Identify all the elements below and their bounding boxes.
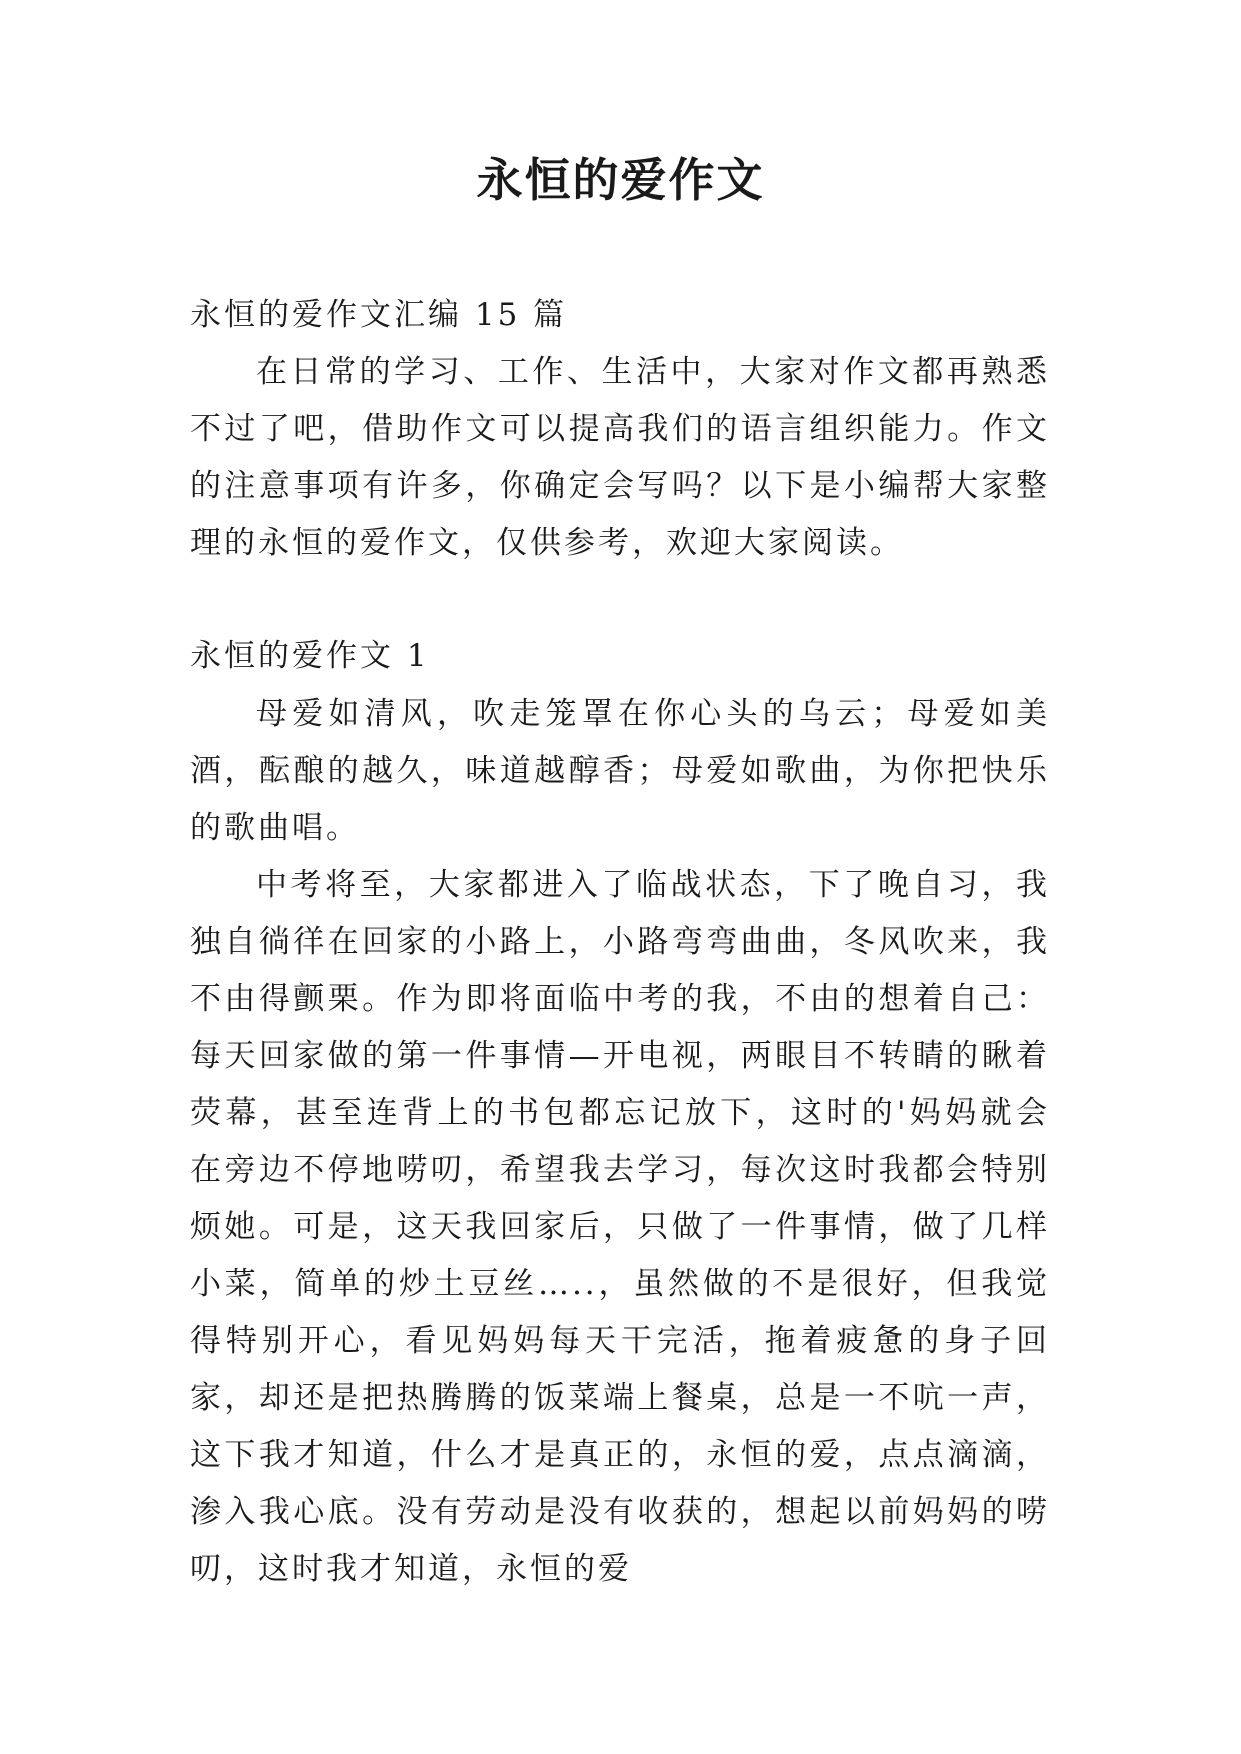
document-subtitle: 永恒的爱作文汇编 15 篇 [190,297,568,333]
intro-paragraph: 在日常的学习、工作、生活中，大家对作文都再熟悉不过了吧，借助作文可以提高我们的语言组织能力。作文的注意事项有许多，你确定会写吗？以下是小编帮大家整理的永恒的爱作文，仅供参考，欢迎大家阅读。 [190,354,1050,561]
section-paragraph: 母爱如清风，吹走笼罩在你心头的乌云；母爱如美酒，酝酿的越久，味道越醇香；母爱如歌曲，为你把快乐的歌曲唱。 [190,696,1050,846]
section-body [190,686,1050,1598]
document-title: 永恒的爱作文 [476,153,765,207]
section-heading: 永恒的爱作文 1 [190,638,430,674]
section-paragraph: 中考将至，大家都进入了临战状态，下了晚自习，我独自徜徉在回家的小路上，小路弯弯曲曲，冬风吹来，我不由得颤栗。作为即将面临中考的我，不由的想着自己：每天回家做的第一件事情—开电视，两眼目不转睛的瞅着荧幕，甚至连背上的书包都忘记放下，这时的'妈妈就会在旁边不停地唠叨，希望我去学习，每次这时我都会特别烦她。可是，这天我回家后，只做了一件事情，做了几样小菜，简单的炒土豆丝…..，虽然做的不是很好，但我觉得特别开心，看见妈妈每天干完活，拖着疲惫的身子回家，却还是把热腾腾的饭菜端上餐桌，总是一不吭一声，这下我才知道，什么才是真正的，永恒的爱，点点滴滴，渗入我心底。没有劳动是没有收获的，想起以前妈妈的唠叨，这时我才知道，永恒的爱 [190,867,1050,1587]
